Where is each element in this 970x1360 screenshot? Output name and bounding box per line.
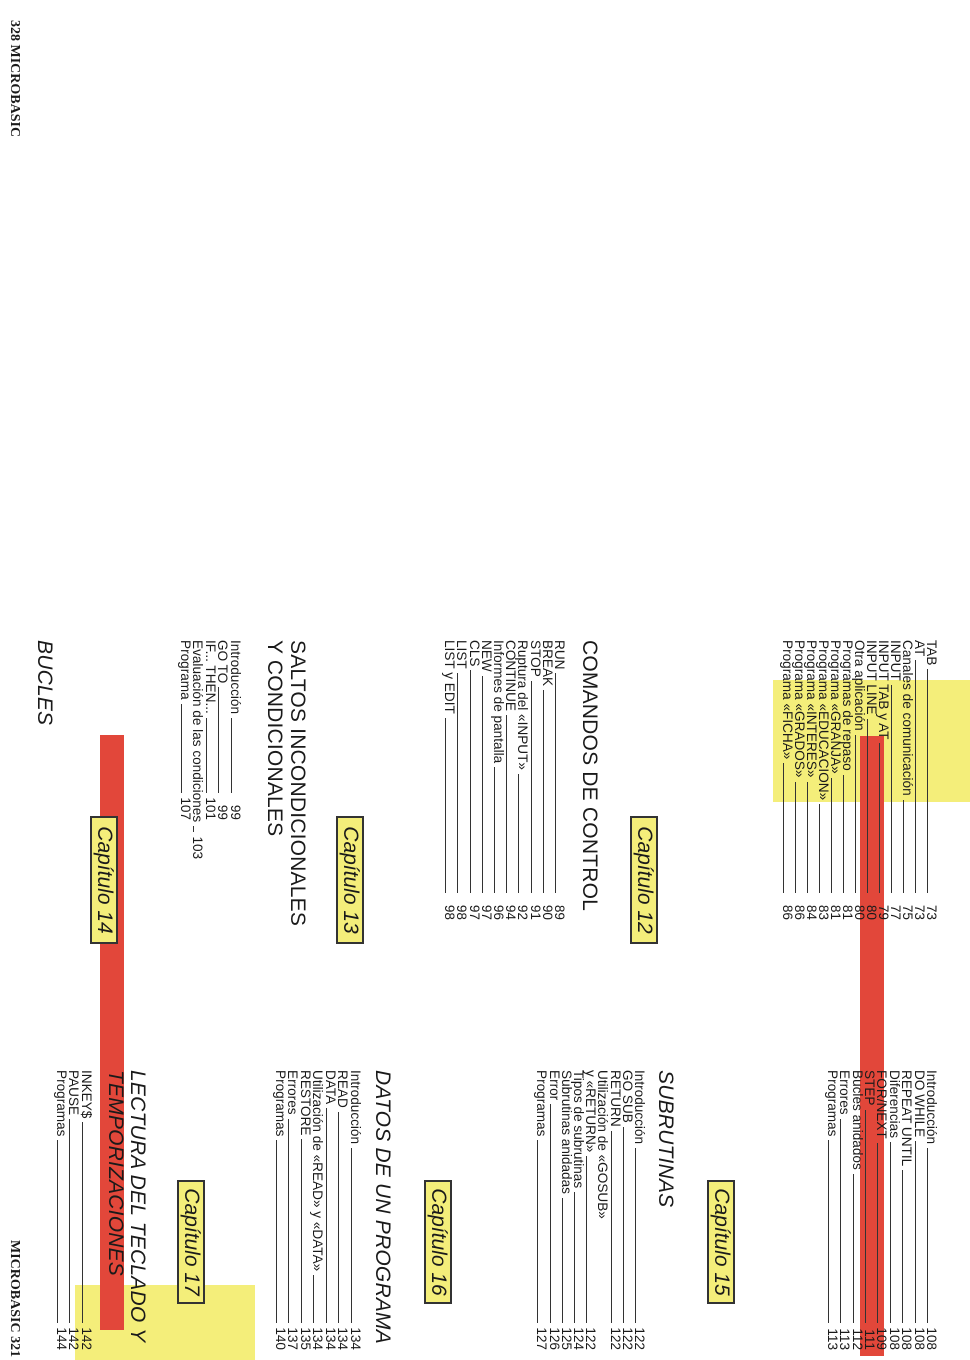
leader-line: [867, 719, 868, 893]
leader-line: [865, 1110, 866, 1323]
toc-entry-page: 137: [285, 1327, 301, 1350]
toc-entry: [491, 640, 505, 920]
footer-left: 328 MICROBASIC: [7, 20, 22, 138]
toc-entry: [559, 1070, 573, 1350]
toc-entry-label: TAB: [924, 640, 939, 666]
toc-entry-label: RETURN: [607, 1070, 623, 1127]
toc-entry-page: 80: [864, 904, 879, 920]
toc-entry-label: Introducción: [228, 640, 243, 715]
chapter-label-3: Capítulo 17: [177, 1180, 205, 1304]
toc-entry-page: 111: [862, 1329, 877, 1350]
toc-entry-page: 126: [546, 1327, 562, 1350]
toc-entry: [540, 640, 554, 920]
toc-entry-label: Otra aplicación: [852, 640, 867, 731]
leader-line: [915, 1141, 916, 1323]
leader-line: [70, 1119, 71, 1323]
toc-entry-page: 92: [515, 904, 531, 920]
toc-entry-page: 124: [571, 1327, 586, 1350]
toc-entry-page: 77: [888, 904, 903, 920]
leader-line: [819, 804, 820, 893]
toc-entry-label: Introducción: [348, 1070, 363, 1145]
toc-entry-page: 108: [924, 1327, 939, 1350]
toc-entry-label: Programa «EDUCACION»: [816, 640, 831, 801]
leader-line: [840, 1119, 841, 1323]
toc-entry-label: RESTORE: [298, 1070, 313, 1136]
toc-entry-label: Programa «GRADOS»: [792, 640, 807, 778]
toc-entry-page: 134: [310, 1327, 326, 1350]
toc-entry-page: 73: [912, 904, 927, 920]
toc-entry-label: Bucles anidados: [849, 1070, 865, 1170]
toc-entry-label: DO WHILE: [911, 1070, 927, 1138]
chapter-label: Capítulo 15: [707, 1180, 735, 1304]
toc-entry-label: LIST y EDIT: [442, 640, 458, 714]
leader-line: [890, 1142, 891, 1323]
toc-entry: [228, 640, 242, 820]
toc-entry-label: STEP: [862, 1070, 877, 1106]
leader-line: [445, 718, 446, 893]
section-heading: COMANDOS DE CONTROL: [578, 640, 601, 911]
section-heading-3: LECTURA DEL TECLADO Y: [126, 1070, 149, 1343]
toc-entry-page: 112: [849, 1328, 865, 1350]
leader-line: [351, 1148, 352, 1323]
toc-entry-page: 101: [202, 797, 218, 820]
leader-line: [902, 1170, 903, 1323]
toc-entry-page: 134: [348, 1327, 363, 1350]
toc-entry: [178, 640, 192, 820]
toc-entry-page: 134: [323, 1327, 338, 1350]
toc-entry: [54, 1070, 68, 1350]
leader-line: [635, 1148, 636, 1323]
leader-line: [903, 800, 904, 893]
toc-entry-label: READ: [335, 1070, 351, 1108]
toc-entry-label: Programas: [273, 1070, 288, 1137]
toc-entry-page: 144: [54, 1327, 69, 1350]
leader-line: [57, 1140, 58, 1323]
leader-line: [301, 1139, 302, 1323]
toc-entry: [780, 640, 794, 920]
leader-line: [543, 690, 544, 893]
toc-entry-label: CONTINUE: [503, 640, 519, 711]
toc-entry: [298, 1070, 312, 1350]
leader-line: [831, 778, 832, 893]
toc-entry-page: 91: [527, 904, 543, 920]
toc-entry-label: LIST: [454, 640, 470, 669]
toc-entry: [79, 1070, 93, 1350]
leader-line: [193, 826, 194, 832]
toc-entry-label: Introducción: [924, 1070, 939, 1145]
leader-line: [927, 1148, 928, 1323]
leader-line: [795, 782, 796, 894]
leader-line: [828, 1140, 829, 1323]
toc-entry: [273, 1070, 287, 1350]
leader-line: [206, 718, 207, 793]
leader-line: [783, 763, 784, 893]
leader-line: [231, 718, 232, 793]
toc-entry-label: Subrutinas anidadas: [558, 1070, 574, 1194]
toc-entry-page: 86: [792, 904, 807, 920]
toc-entry-label: Programa «FICHA»: [780, 640, 795, 760]
toc-entry-label: Utilización de «GOSUB»: [595, 1070, 611, 1219]
leader-line: [82, 1122, 83, 1323]
toc-entry-page: 84: [804, 904, 819, 920]
toc-entry-page: 94: [503, 904, 519, 920]
chapter-label: Capítulo 12: [630, 816, 658, 944]
toc-entry-page: 99: [228, 804, 243, 820]
toc-entry-label: Diferencias: [886, 1070, 902, 1138]
leader-line: [470, 670, 471, 893]
chapter-label-2: Capítulo 13: [336, 816, 364, 944]
toc-entry-label: IF... THEN...: [202, 640, 218, 714]
toc-entry-label: CLS: [466, 640, 482, 667]
toc-entry-label: y «RETURN»: [583, 1070, 599, 1153]
toc-entry-page: 142: [66, 1327, 82, 1350]
toc-entry-label: Programas: [824, 1070, 840, 1137]
leader-line: [289, 1119, 290, 1323]
section-heading-2: DATOS DE UN PROGRAMA: [371, 1070, 394, 1344]
toc-column-2: [0, 1070, 970, 1360]
toc-entry-label: AT: [912, 640, 927, 657]
leader-line: [531, 681, 532, 893]
section-heading-2: SALTOS INCONDICIONALES: [286, 640, 309, 927]
toc-entry-page: 113: [837, 1328, 853, 1350]
leader-line: [518, 774, 519, 893]
toc-entry-label: Ruptura del «INPUT»: [515, 640, 531, 770]
toc-entry-page: 75: [900, 904, 915, 920]
toc-entry-label: Tipos de subrutinas: [571, 1070, 586, 1189]
toc-entry-page: 122: [632, 1327, 647, 1350]
toc-entry-page: 83: [816, 904, 831, 920]
toc-entry-page: 97: [466, 904, 482, 920]
leader-line: [623, 1127, 624, 1323]
toc-entry-page: 99: [215, 804, 231, 820]
toc-entry-page: 86: [780, 904, 795, 920]
leader-line: [537, 1140, 538, 1323]
toc-entry-label: Errores: [285, 1070, 301, 1115]
toc-entry: [825, 1070, 839, 1350]
toc-entry-page: 97: [478, 904, 494, 920]
toc-entry-label: NEW: [478, 640, 494, 672]
leader-line: [611, 1131, 612, 1323]
toc-entry: [467, 640, 481, 920]
leader-line: [586, 1156, 587, 1323]
toc-entry: [874, 1070, 888, 1350]
leader-line: [855, 735, 856, 893]
toc-entry-label: Programa: [177, 640, 193, 700]
toc-entry-label: STOP: [527, 640, 543, 677]
toc-entry-page: 89: [552, 904, 567, 920]
leader-line: [314, 1275, 315, 1323]
leader-line: [482, 676, 483, 893]
toc-entry-label: Programas: [534, 1070, 550, 1137]
toc-entry-page: 107: [177, 797, 193, 820]
leader-line: [181, 704, 182, 793]
toc-entry-page: 108: [886, 1327, 902, 1350]
section-heading: SUBRUTINAS: [654, 1070, 677, 1208]
toc-entry: [348, 1070, 362, 1350]
toc-entry: [442, 640, 456, 920]
leader-line: [506, 715, 507, 893]
toc-entry-label: GO TO: [215, 640, 231, 684]
toc-entry-page: 113: [824, 1328, 840, 1350]
toc-entry-page: 103: [190, 836, 206, 860]
toc-entry-page: 81: [840, 904, 855, 920]
toc-entry-label: GO SUB: [619, 1070, 635, 1123]
leader-line: [326, 1108, 327, 1323]
toc-entry-label: Utilización de «READ» y «DATA»: [310, 1070, 326, 1272]
toc-entry-page: 98: [442, 904, 458, 920]
leader-line: [574, 1192, 575, 1323]
leader-line: [843, 775, 844, 893]
leader-line: [276, 1140, 277, 1323]
toc-entry-label: Evaluación de las condiciones: [190, 640, 206, 823]
toc-entry-page: 79: [876, 904, 891, 920]
toc-entry-label: REPEAT UNTIL: [899, 1070, 915, 1167]
toc-entry-page: 127: [534, 1327, 550, 1350]
chapter-label-3: Capítulo 14: [90, 816, 118, 944]
leader-line: [562, 1198, 563, 1323]
toc-entry: [479, 640, 493, 920]
leader-line: [927, 669, 928, 893]
footer-right: MICROBASIC 321: [7, 1240, 22, 1358]
toc-entry-page: 134: [335, 1327, 351, 1350]
section-heading-3b: TEMPORIZACIONES: [104, 1070, 127, 1277]
toc-entry-page: 125: [558, 1327, 574, 1350]
toc-entry: [924, 640, 938, 920]
toc-entry: [323, 1070, 337, 1350]
toc-entry-page: 122: [607, 1327, 623, 1350]
toc-entry-page: 80: [852, 904, 867, 920]
toc-entry-label: Introducción: [632, 1070, 647, 1145]
leader-line: [555, 673, 556, 893]
toc-entry: [900, 640, 914, 920]
leader-line: [218, 687, 219, 793]
toc-entry: [534, 1070, 548, 1350]
section-heading-3: BUCLES: [33, 640, 56, 726]
toc-entry-label: Programas: [54, 1070, 69, 1137]
toc-entry-page: 142: [79, 1327, 94, 1350]
toc-entry-label: Canales de comunicación: [900, 640, 915, 796]
toc-entry-label: DATA: [323, 1070, 338, 1105]
toc-entry-page: 109: [874, 1327, 890, 1350]
toc-entry-label: RUN: [552, 640, 567, 670]
leader-line: [339, 1112, 340, 1323]
toc-entry-page: 73: [924, 904, 939, 920]
toc-entry: [336, 1070, 350, 1350]
toc-entry-label: Errores: [837, 1070, 853, 1115]
toc-entry-label: BREAK: [539, 640, 555, 687]
leader-line: [853, 1174, 854, 1323]
toc-entry-label: INPUT TAB y AT: [876, 640, 891, 740]
toc-entry-page: 122: [619, 1327, 635, 1350]
toc-entry-label: FOR/NEXT: [874, 1070, 890, 1139]
toc-entry-page: 140: [273, 1327, 288, 1350]
toc-entry-page: 135: [298, 1327, 313, 1350]
toc-entry-label: INKEY$: [79, 1070, 94, 1119]
leader-line: [457, 673, 458, 893]
toc-entry-page: 122: [583, 1327, 599, 1350]
toc-entry-page: 98: [454, 904, 470, 920]
toc-entry-label: Informes de pantalla: [491, 640, 506, 764]
toc-entry-label: PAUSE: [66, 1070, 82, 1116]
toc-entry-page: 108: [911, 1327, 927, 1350]
leader-line: [879, 743, 880, 893]
leader-line: [807, 782, 808, 894]
toc-entry-label: Error: [546, 1070, 562, 1101]
toc-entry-label: Programa «GRANJA»: [828, 640, 843, 774]
toc-entry-page: 81: [828, 904, 843, 920]
toc-entry-label: INPUT LINE: [864, 640, 879, 715]
leader-line: [494, 767, 495, 893]
leader-line: [550, 1104, 551, 1323]
toc-entry-label: INPUT: [888, 640, 903, 681]
leader-line: [877, 1143, 878, 1323]
toc-entry-page: 96: [491, 904, 506, 920]
toc-entry-label: Programas de repaso: [840, 640, 855, 771]
toc-entry-page: 108: [899, 1327, 915, 1350]
chapter-label-2: Capítulo 16: [424, 1180, 452, 1304]
leader-line: [891, 685, 892, 893]
leader-line: [915, 660, 916, 893]
toc-entry-page: 90: [539, 904, 555, 920]
section-heading-2b: Y CONDICIONALES: [263, 640, 286, 837]
toc-entry-label: Programa «INTERES»: [804, 640, 819, 778]
